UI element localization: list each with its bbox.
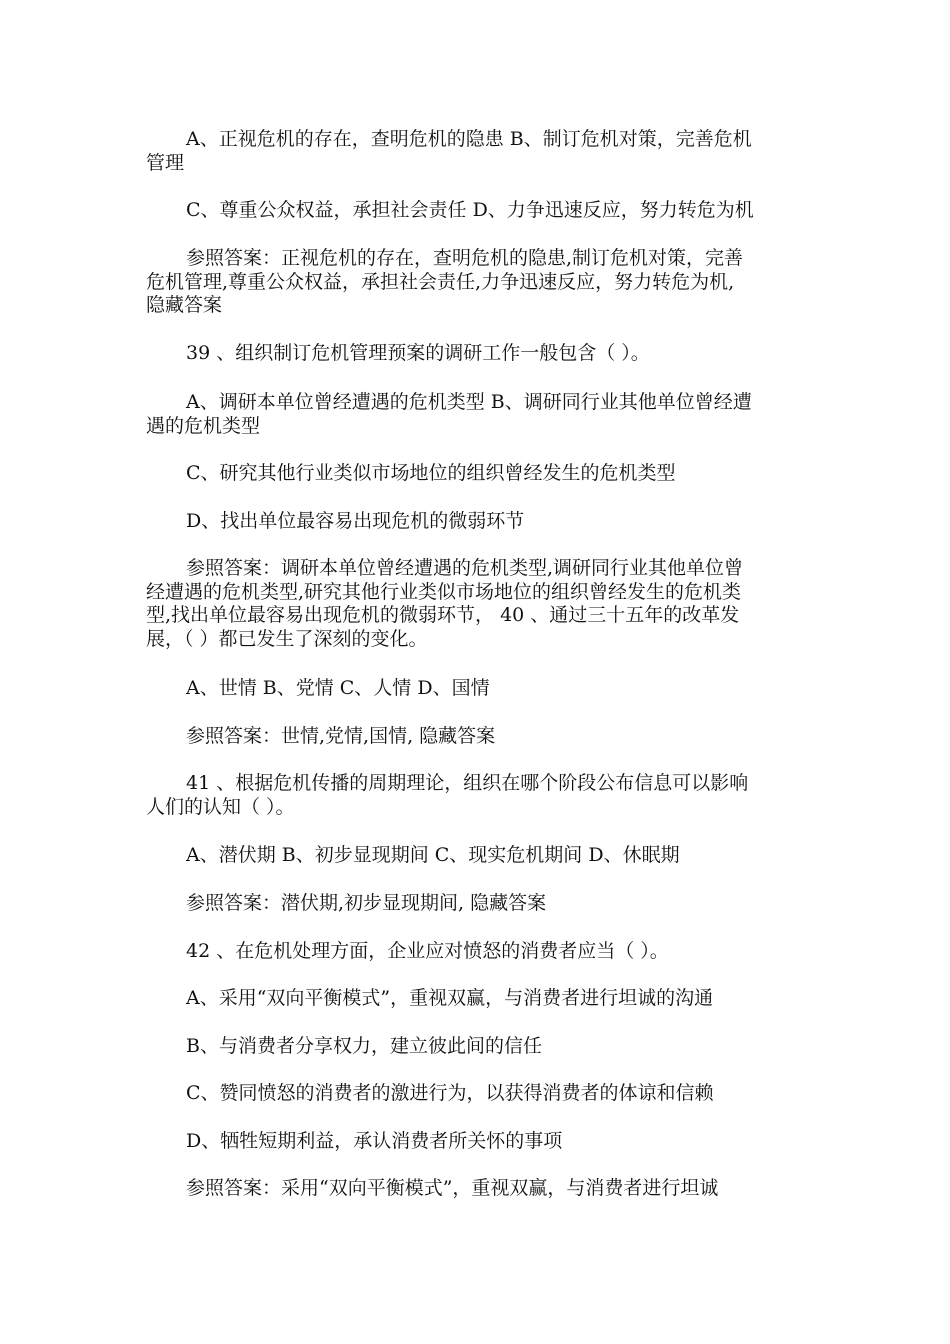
text-line: A、调研本单位曾经遭遇的危机类型 B、调研同行业其他单位曾经遭 [186,391,752,413]
option-paragraph [146,1130,816,1154]
text-line: C、赞同愤怒的消费者的激进行为，以获得消费者的体谅和信赖 [186,1082,714,1104]
option-paragraph [146,677,816,701]
text-line: 参照答案：世情,党情,国情, 隐藏答案 [186,725,496,747]
text-line: 展，（ ）都已发生了深刻的变化。 [146,627,428,650]
text-line: 经遭遇的危机类型,研究其他行业类似市场地位的组织曾经发生的危机类 [146,580,742,603]
text-line: A、采用“双向平衡模式”，重视双赢，与消费者进行坦诚的沟通 [186,987,714,1009]
text-line: 参照答案：正视危机的存在，查明危机的隐患,制订危机对策，完善 [186,247,744,269]
text-line: 危机管理,尊重公众权益，承担社会责任,力争迅速反应，努力转危为机, [146,270,735,293]
text-line: 39 、组织制订危机管理预案的调研工作一般包含（ ）。 [186,342,650,364]
text-line: A、潜伏期 B、初步显现期间 C、现实危机期间 D、休眠期 [186,844,680,866]
text-line: 42 、在危机处理方面，企业应对愤怒的消费者应当（ ）。 [186,940,669,962]
answer-paragraph [146,557,816,651]
text-line: A、正视危机的存在，查明危机的隐患 B、制订危机对策，完善危机 [186,128,752,150]
text-line: C、尊重公众权益，承担社会责任 D、力争迅速反应，努力转危为机 [186,199,754,221]
text-line: 参照答案：调研本单位曾经遭遇的危机类型,调研同行业其他单位曾 [186,557,744,579]
option-paragraph [146,987,816,1011]
option-paragraph [146,510,816,534]
text-line: D、找出单位最容易出现危机的微弱环节 [186,510,525,532]
text-line: D、牺牲短期利益，承认消费者所关怀的事项 [186,1130,563,1152]
text-line: 型,找出单位最容易出现危机的微弱环节， 40 、通过三十五年的改革发 [146,604,740,626]
question-paragraph [146,342,816,366]
option-paragraph [146,462,816,486]
option-paragraph [146,128,816,175]
text-line: 遇的危机类型 [146,414,261,437]
text-line: 管理 [146,151,185,174]
option-paragraph [146,1035,816,1059]
answer-paragraph [146,1177,816,1201]
option-paragraph [146,1082,816,1106]
text-line: 隐藏答案 [146,294,223,316]
text-line: 参照答案：潜伏期,初步显现期间, 隐藏答案 [186,892,547,914]
text-line: 人们的认知（ ）。 [146,795,295,818]
answer-paragraph [146,247,816,318]
text-line: A、世情 B、党情 C、人情 D、国情 [186,677,490,699]
text-line: 参照答案：采用“双向平衡模式”，重视双赢，与消费者进行坦诚 [186,1177,719,1199]
option-paragraph [146,844,816,868]
option-paragraph [146,199,816,223]
question-paragraph [146,772,816,819]
option-paragraph [146,391,816,438]
question-paragraph [146,940,816,964]
text-line: B、与消费者分享权力，建立彼此间的信任 [186,1035,542,1057]
answer-paragraph [146,892,816,916]
text-line: C、研究其他行业类似市场地位的组织曾经发生的危机类型 [186,462,676,484]
text-line: 41 、根据危机传播的周期理论，组织在哪个阶段公布信息可以影响 [186,772,749,794]
answer-paragraph [146,725,816,749]
